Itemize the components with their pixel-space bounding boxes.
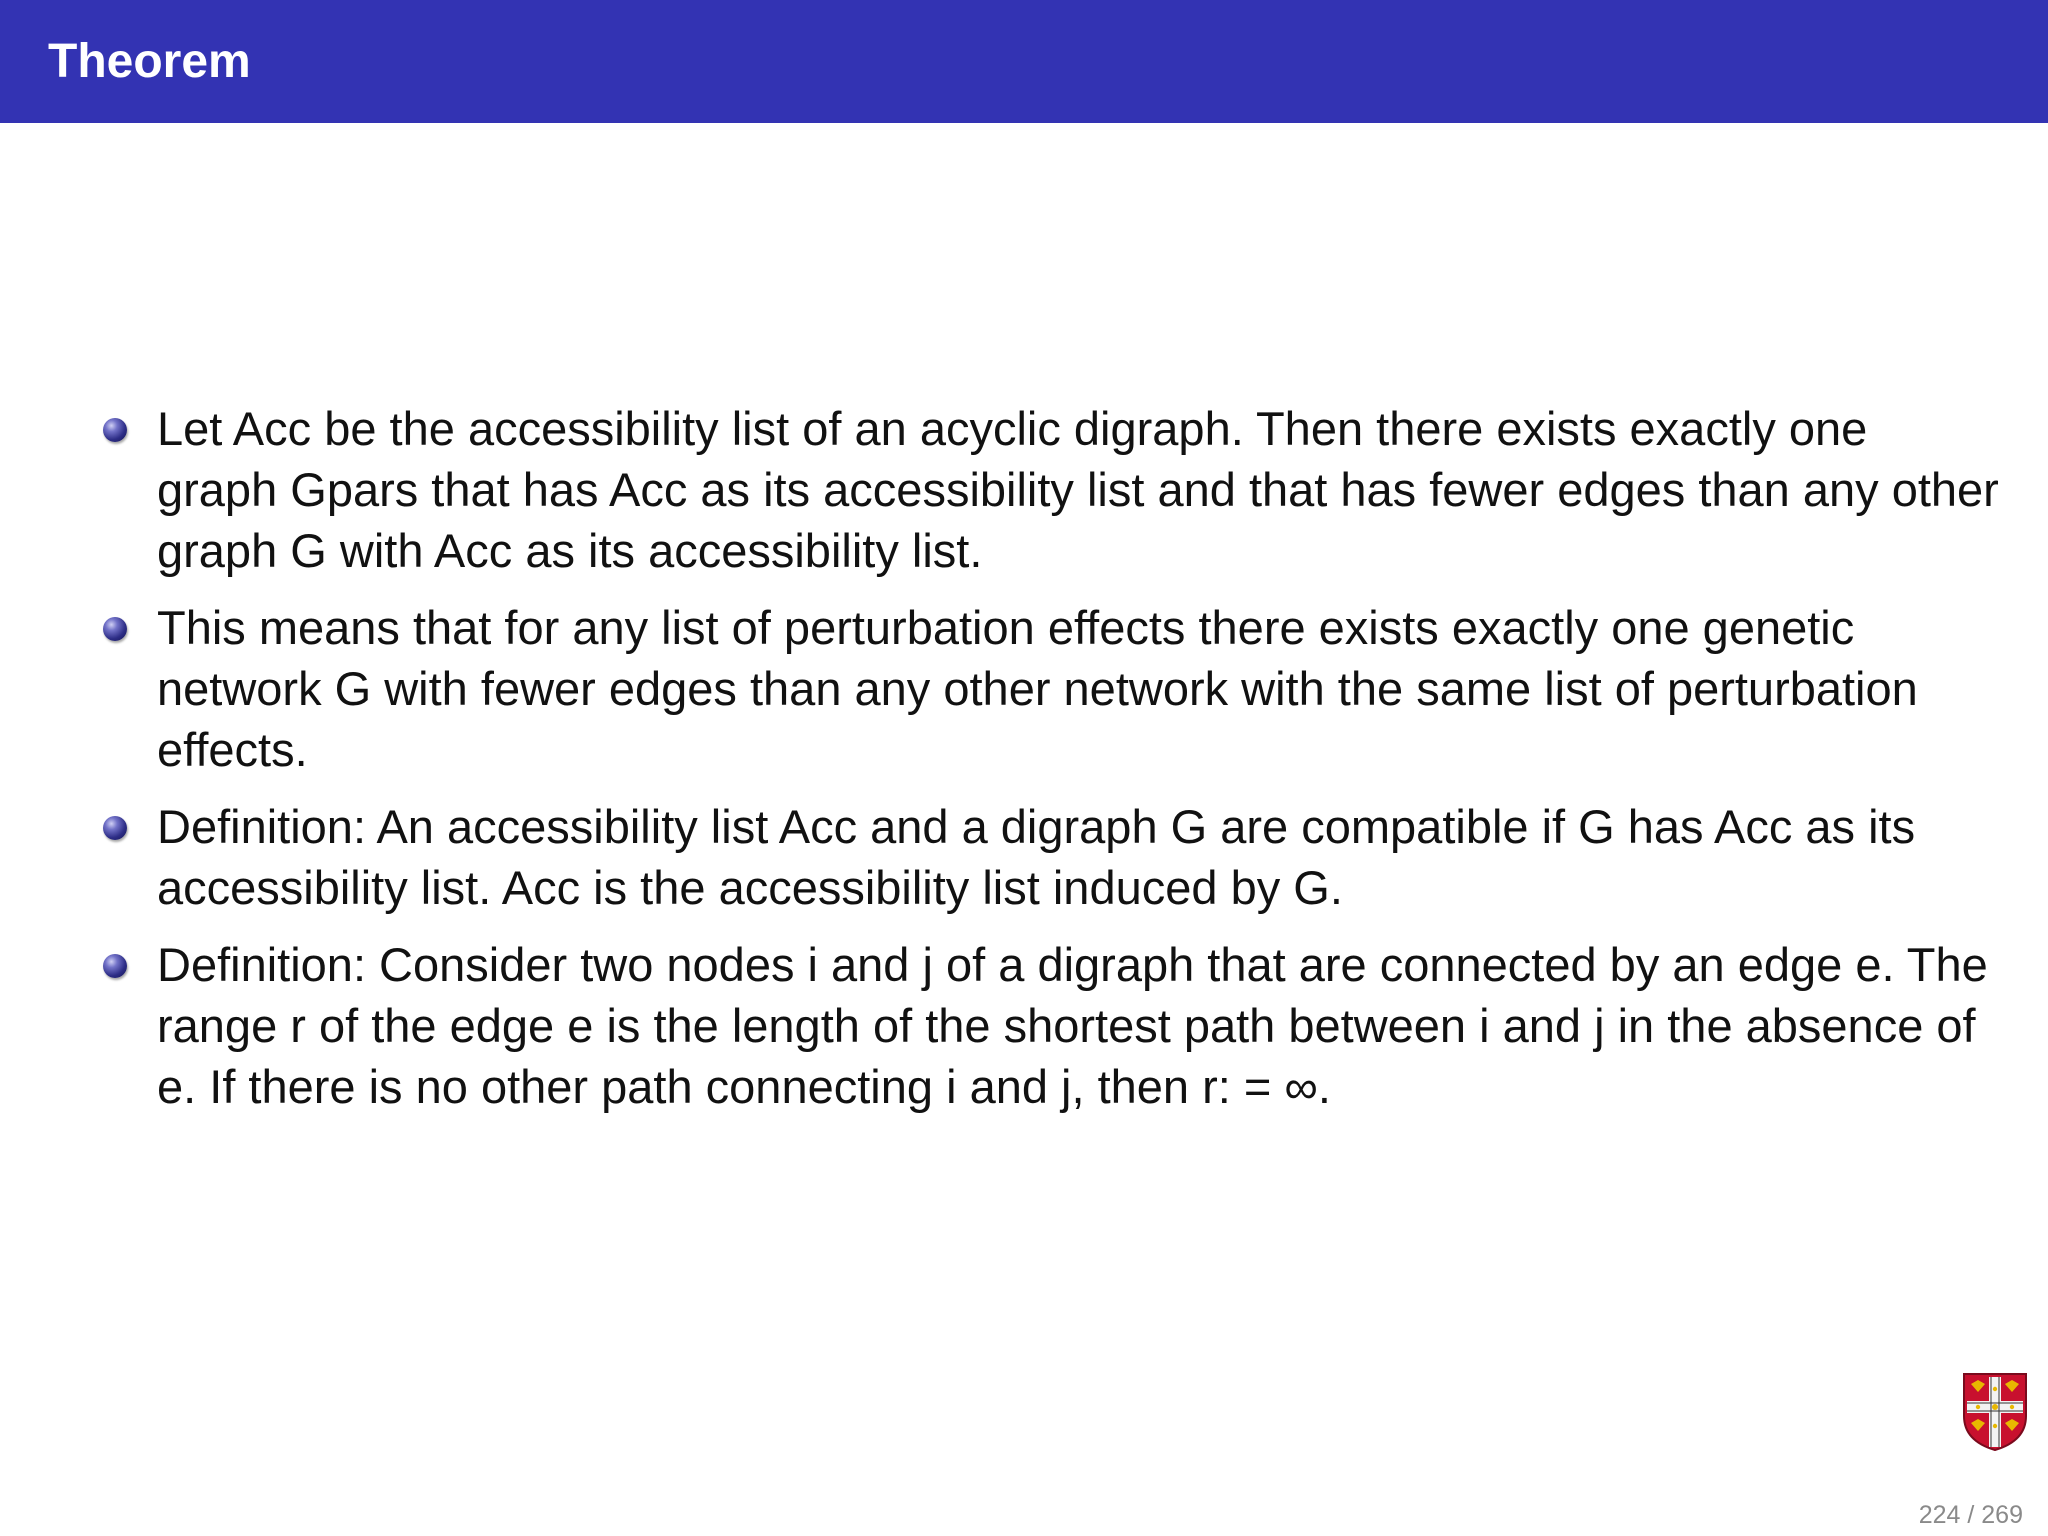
bullet-text: This means that for any list of perturbation effects there exists exactly one genetic network G with fewer edges than any other network with the same list of perturbation effects. (157, 601, 1918, 776)
bullet-item (100, 934, 2000, 1117)
bullet-item (100, 597, 2000, 780)
title-bar (0, 0, 2048, 123)
bullet-text: Definition: Consider two nodes i and j of a digraph that are connected by an edge e. The range r of the edge e is the length of the shortest path between i and j in the absence of e. If there is no other path connecting i and j, then r: = ∞. (157, 938, 1988, 1113)
sphere-bullet-icon (103, 617, 127, 641)
page-number: 224 / 269 (1918, 1501, 2023, 1529)
bullet-list (100, 398, 2000, 1133)
sphere-bullet-icon (103, 816, 127, 840)
bullet-item (100, 796, 2000, 918)
bullet-item (100, 398, 2000, 581)
sphere-bullet-icon (103, 418, 127, 442)
slide-title: Theorem (48, 35, 251, 88)
sphere-bullet-icon (103, 954, 127, 978)
bullet-text: Definition: An accessibility list Acc and a digraph G are compatible if G has Acc as its accessibility list. Acc is the accessibility list induced by G. (157, 800, 1916, 914)
university-crest-icon (1962, 1372, 2028, 1452)
bullet-text: Let Acc be the accessibility list of an acyclic digraph. Then there exists exactly one graph Gpars that has Acc as its accessibility list and that has fewer edges than any other graph G with Acc as its accessibility list. (157, 402, 1999, 577)
